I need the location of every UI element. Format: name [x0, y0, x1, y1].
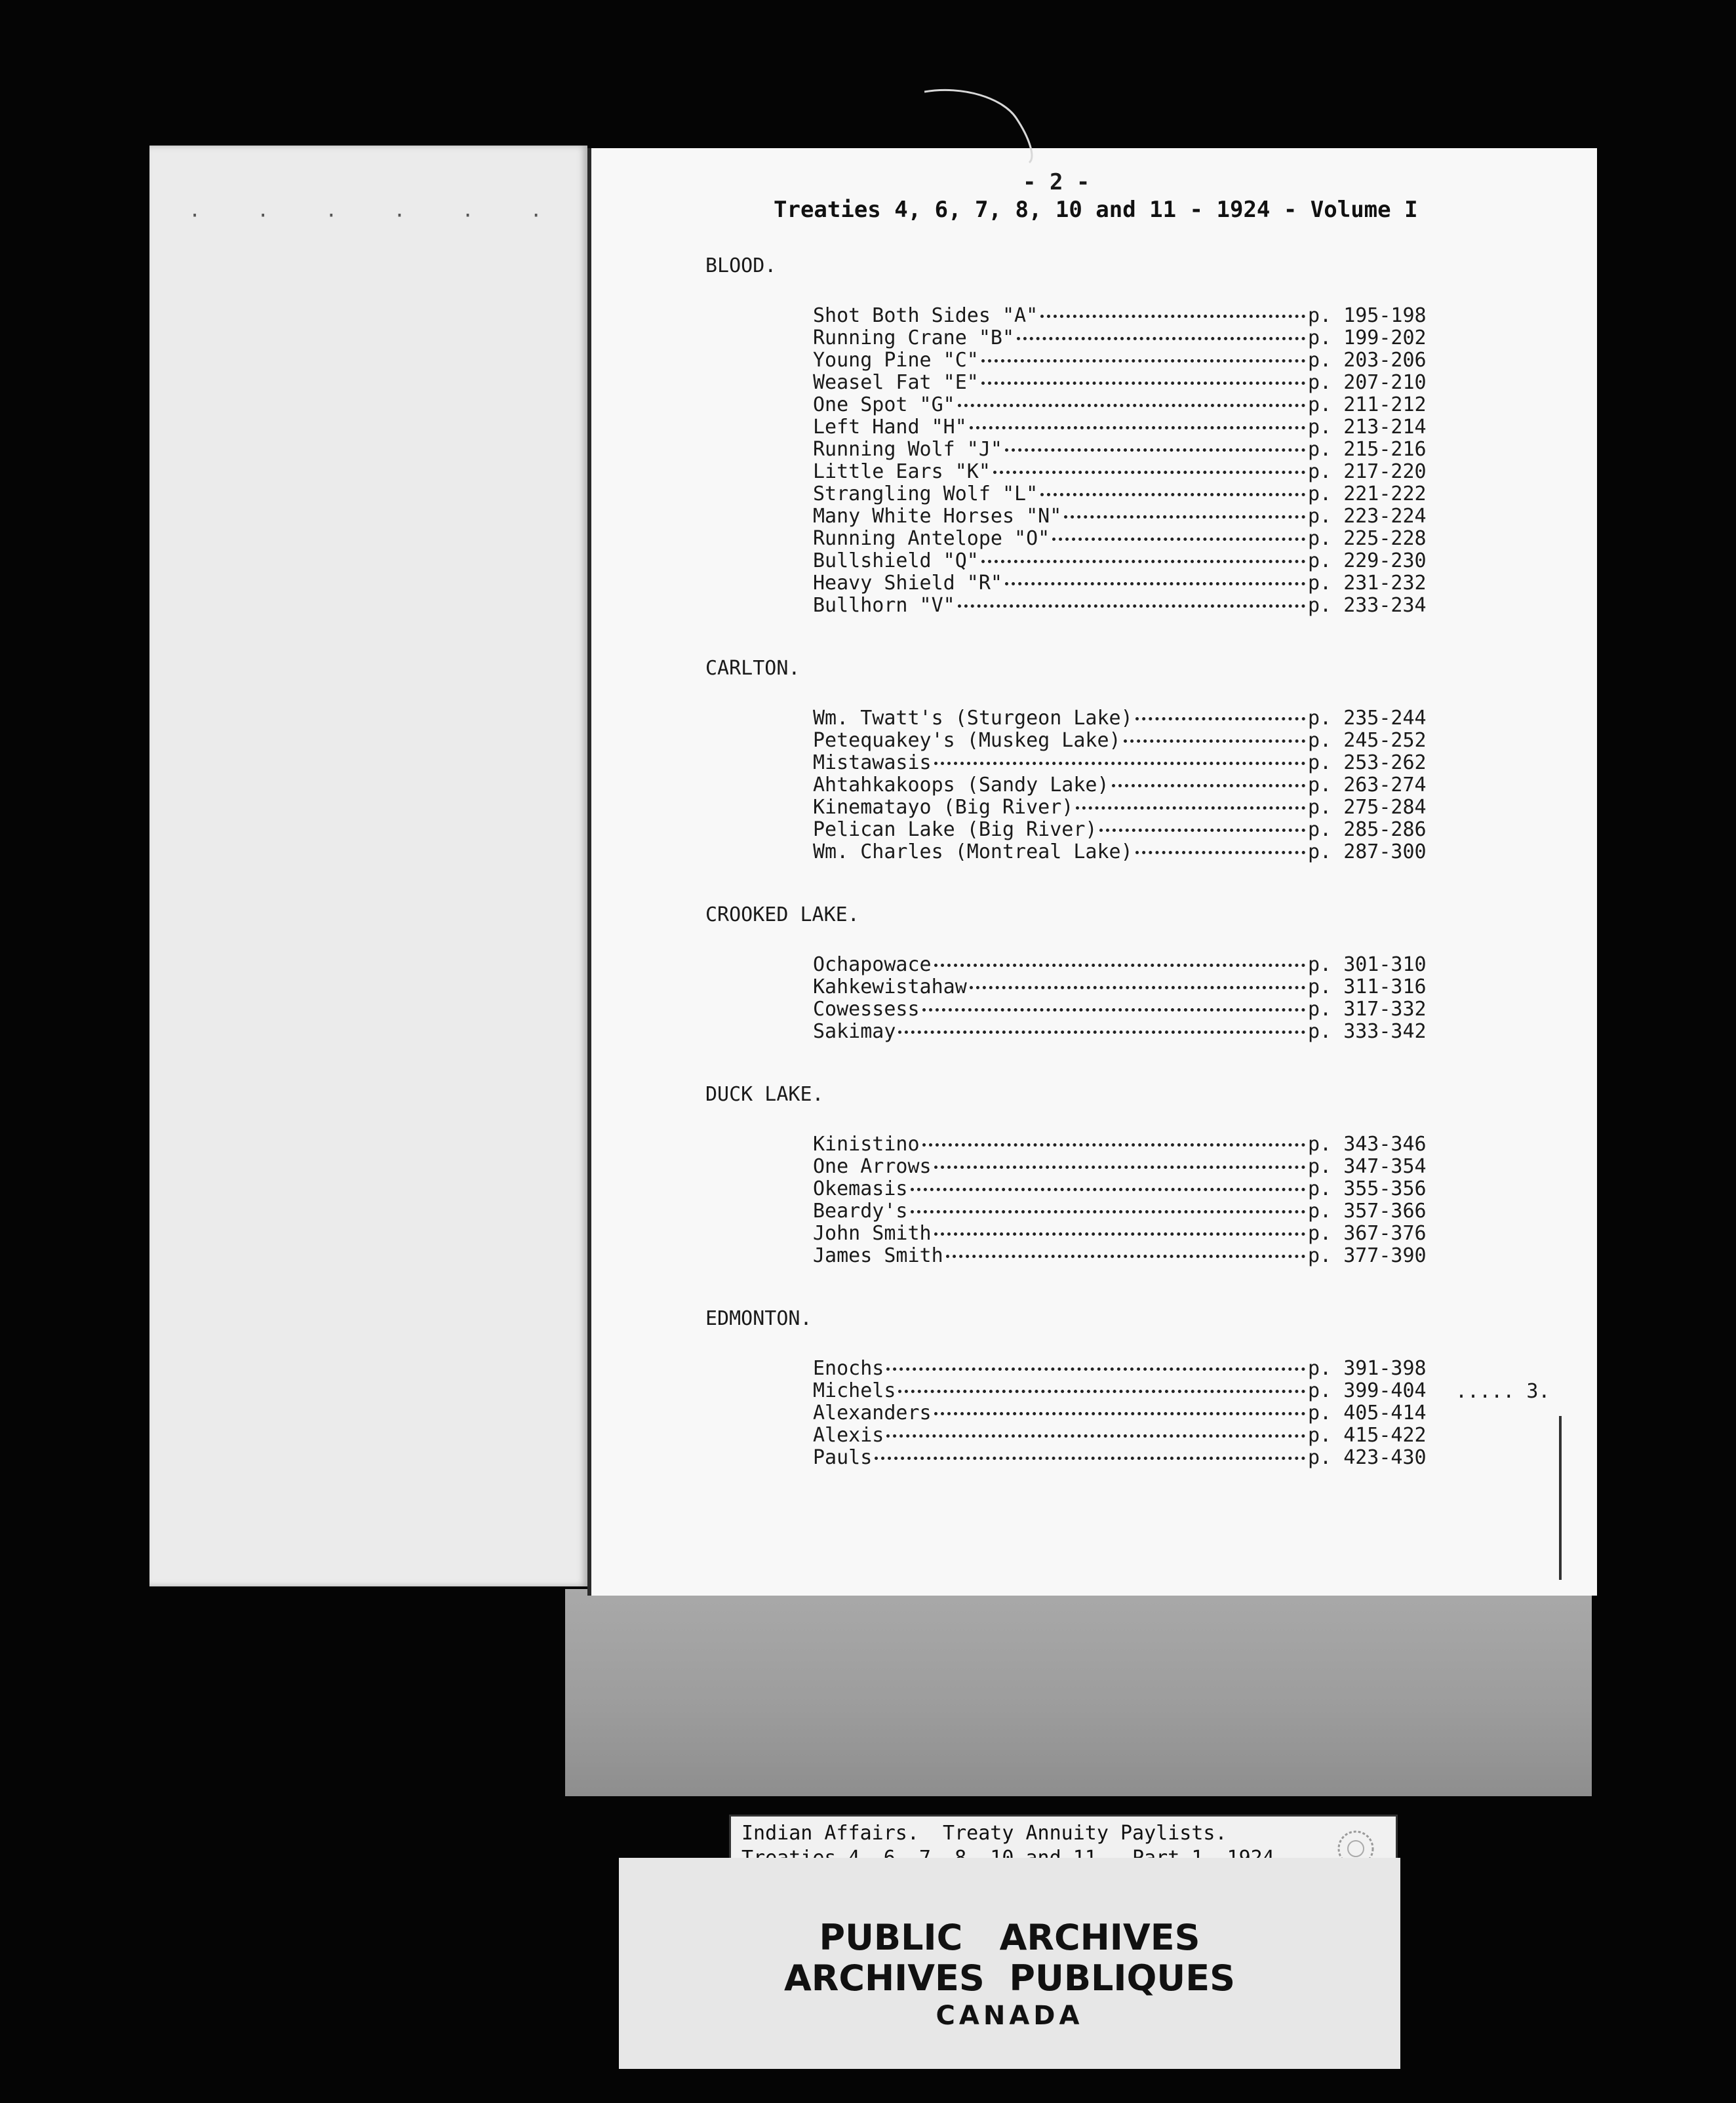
page-numbers: 367-376	[1343, 1222, 1427, 1245]
page-numbers: 275-284	[1343, 796, 1427, 819]
entry-name: Cowessess	[813, 998, 920, 1021]
entry-page-range	[1308, 796, 1426, 819]
dot-leader	[934, 1166, 1305, 1169]
hair-strand-mark	[924, 85, 1055, 164]
entry-name: Wm. Twatt's (Sturgeon Lake)	[813, 707, 1133, 730]
entry-name: One Spot "G"	[813, 393, 955, 416]
archives-stamp	[619, 1858, 1400, 2069]
entry-name: Kahkewistahaw	[813, 975, 967, 998]
index-entry	[813, 751, 1426, 774]
index-entry	[813, 1200, 1426, 1222]
entry-page-range	[1308, 1244, 1426, 1267]
dot-leader	[934, 1232, 1305, 1236]
index-entry	[813, 1133, 1426, 1155]
entry-page-range	[1308, 527, 1426, 550]
index-entry	[813, 1155, 1426, 1177]
index-entry	[813, 438, 1426, 460]
index-entry	[813, 1357, 1426, 1379]
dot-leader	[970, 986, 1305, 989]
page-numbers: 217-220	[1343, 460, 1427, 483]
page-numbers: 223-224	[1343, 505, 1427, 528]
page-prefix: p.	[1308, 482, 1332, 505]
page-numbers: 199-202	[1343, 326, 1427, 349]
page-prefix: p.	[1308, 594, 1332, 617]
page-prefix: p.	[1308, 1424, 1332, 1447]
section-heading: CROOKED LAKE.	[705, 903, 859, 926]
index-entry	[813, 796, 1426, 818]
dot-leader	[922, 1143, 1305, 1147]
page-numbers: 233-234	[1343, 594, 1427, 617]
page-prefix: p.	[1308, 1446, 1332, 1469]
entry-name: Heavy Shield "R"	[813, 572, 1002, 595]
entry-name: Enochs	[813, 1357, 884, 1380]
entry-name: Wm. Charles (Montreal Lake)	[813, 840, 1133, 863]
entry-name: Okemasis	[813, 1177, 908, 1200]
page-prefix: p.	[1308, 818, 1332, 841]
index-entry	[813, 1446, 1426, 1468]
page-prefix: p.	[1308, 1020, 1332, 1043]
index-entry	[813, 482, 1426, 505]
page-edge-marks	[1559, 1416, 1579, 1580]
page-numbers: 235-244	[1343, 707, 1427, 730]
page-prefix: p.	[1308, 460, 1332, 483]
page-prefix: p.	[1308, 527, 1332, 550]
dot-leader	[875, 1457, 1305, 1460]
index-entry	[813, 1379, 1426, 1402]
entry-name: Sakimay	[813, 1020, 896, 1043]
page-prefix: p.	[1308, 774, 1332, 796]
page-numbers: 343-346	[1343, 1133, 1427, 1156]
entry-page-range	[1308, 1402, 1426, 1425]
index-entry	[813, 572, 1426, 594]
dot-leader	[1135, 717, 1305, 720]
index-entry	[813, 549, 1426, 572]
page-prefix: p.	[1308, 975, 1332, 998]
index-entry	[813, 304, 1426, 326]
page-numbers: 415-422	[1343, 1424, 1427, 1447]
index-entry	[813, 729, 1426, 751]
entry-page-range	[1308, 751, 1426, 774]
entry-page-range	[1308, 549, 1426, 572]
entry-page-range	[1308, 1020, 1426, 1043]
left-sheet-specks: · · · · · ·	[189, 205, 564, 227]
index-entry	[813, 527, 1426, 549]
archives-stamp-line-2: ARCHIVES PUBLIQUES	[783, 1957, 1236, 1999]
page-numbers: 203-206	[1343, 349, 1427, 372]
entry-name: Strangling Wolf "L"	[813, 482, 1038, 505]
page-prefix: p.	[1308, 1177, 1332, 1200]
entry-name: Petequakey's (Muskeg Lake)	[813, 729, 1121, 752]
entry-page-range	[1308, 349, 1426, 372]
entry-page-range	[1308, 1155, 1426, 1178]
page-numbers: 357-366	[1343, 1200, 1427, 1223]
page-prefix: p.	[1308, 438, 1332, 461]
page-numbers: 285-286	[1343, 818, 1427, 841]
index-entry	[813, 953, 1426, 975]
dot-leader	[981, 382, 1305, 385]
dot-leader	[1040, 315, 1305, 318]
entry-page-range	[1308, 707, 1426, 730]
dot-leader	[1040, 493, 1305, 496]
entry-page-range	[1308, 460, 1426, 483]
entry-name: John Smith	[813, 1222, 932, 1245]
page-numbers: 311-316	[1343, 975, 1427, 998]
dot-leader	[898, 1390, 1305, 1393]
dot-leader	[934, 964, 1305, 967]
dot-leader	[898, 1031, 1305, 1034]
dot-leader	[946, 1255, 1305, 1258]
dot-leader	[981, 359, 1305, 363]
entry-page-range	[1308, 774, 1426, 796]
index-entry	[813, 998, 1426, 1020]
dot-leader	[886, 1367, 1305, 1371]
entry-name: Running Wolf "J"	[813, 438, 1002, 461]
dot-leader	[1052, 538, 1305, 541]
entry-name: Alexanders	[813, 1402, 932, 1425]
index-entry	[813, 505, 1426, 527]
entry-page-range	[1308, 975, 1426, 998]
page-prefix: p.	[1308, 1402, 1332, 1425]
page-prefix: p.	[1308, 707, 1332, 730]
page-numbers: 221-222	[1343, 482, 1427, 505]
grey-backing-strip	[565, 1589, 1592, 1796]
page-prefix: p.	[1308, 505, 1332, 528]
page-numbers: 317-332	[1343, 998, 1427, 1021]
section-heading: DUCK LAKE.	[705, 1083, 824, 1106]
entry-page-range	[1308, 1133, 1426, 1156]
index-entry	[813, 1222, 1426, 1244]
entry-name: Pelican Lake (Big River)	[813, 818, 1097, 841]
page-prefix: p.	[1308, 1222, 1332, 1245]
page-numbers: 347-354	[1343, 1155, 1427, 1178]
entry-name: Shot Both Sides "A"	[813, 304, 1038, 327]
page-numbers: 287-300	[1343, 840, 1427, 863]
dot-leader	[1064, 515, 1305, 519]
page-prefix: p.	[1308, 729, 1332, 752]
index-entry	[813, 707, 1426, 729]
page-prefix: p.	[1308, 572, 1332, 595]
index-entry	[813, 975, 1426, 998]
page-numbers: 333-342	[1343, 1020, 1427, 1043]
dot-leader	[922, 1008, 1305, 1012]
page-numbers: 215-216	[1343, 438, 1427, 461]
entry-name: Kinistino	[813, 1133, 920, 1156]
entry-name: One Arrows	[813, 1155, 932, 1178]
left-blank-sheet	[149, 146, 587, 1586]
entry-name: Kinematayo (Big River)	[813, 796, 1074, 819]
dot-leader	[1135, 851, 1305, 854]
entry-page-range	[1308, 1222, 1426, 1245]
entry-name: Pauls	[813, 1446, 873, 1469]
entry-page-range	[1308, 953, 1426, 976]
page-prefix: p.	[1308, 1379, 1332, 1402]
entry-page-range	[1308, 1446, 1426, 1469]
entry-name: James Smith	[813, 1244, 943, 1267]
page-numbers: 211-212	[1343, 393, 1427, 416]
page-prefix: p.	[1308, 796, 1332, 819]
page-numbers: 405-414	[1343, 1402, 1427, 1425]
dot-leader	[886, 1434, 1305, 1438]
page-numbers: 263-274	[1343, 774, 1427, 796]
entry-page-range	[1308, 572, 1426, 595]
dot-leader	[934, 1412, 1305, 1415]
index-entry	[813, 1424, 1426, 1446]
entry-page-range	[1308, 416, 1426, 439]
entry-name: Running Crane "B"	[813, 326, 1015, 349]
entry-name: Ahtahkakoops (Sandy Lake)	[813, 774, 1109, 796]
page-numbers: 391-398	[1343, 1357, 1427, 1380]
index-entry	[813, 1177, 1426, 1200]
entry-name: Mistawasis	[813, 751, 932, 774]
page-prefix: p.	[1308, 349, 1332, 372]
archives-stamp-line-3: CANADA	[936, 2001, 1084, 2031]
index-entry	[813, 818, 1426, 840]
page-prefix: p.	[1308, 549, 1332, 572]
dot-leader	[1124, 739, 1305, 743]
dot-leader	[958, 604, 1305, 608]
entry-page-range	[1308, 505, 1426, 528]
page-numbers: 253-262	[1343, 751, 1427, 774]
page-prefix: p.	[1308, 1357, 1332, 1380]
index-entry	[813, 460, 1426, 482]
index-entry	[813, 393, 1426, 416]
entry-name: Young Pine "C"	[813, 349, 979, 372]
page-prefix: p.	[1308, 1133, 1332, 1156]
entry-page-range	[1308, 840, 1426, 863]
page-prefix: p.	[1308, 998, 1332, 1021]
entry-page-range	[1308, 393, 1426, 416]
entry-page-range	[1308, 482, 1426, 505]
page-numbers: 245-252	[1343, 729, 1427, 752]
index-entry	[813, 416, 1426, 438]
section-heading: BLOOD.	[705, 254, 777, 277]
index-entry	[813, 1402, 1426, 1424]
entry-name: Running Antelope "O"	[813, 527, 1050, 550]
document-title: Treaties 4, 6, 7, 8, 10 and 11 - 1924 - Volume I	[774, 197, 1418, 223]
page-numbers: 207-210	[1343, 371, 1427, 394]
section-heading: EDMONTON.	[705, 1307, 812, 1330]
dot-leader	[1017, 337, 1305, 340]
page-prefix: p.	[1308, 840, 1332, 863]
entry-page-range	[1308, 1200, 1426, 1223]
continued-marker: ..... 3.	[1455, 1380, 1550, 1403]
dot-leader	[1112, 784, 1305, 787]
page-numbers: 377-390	[1343, 1244, 1427, 1267]
entry-page-range	[1308, 1357, 1426, 1380]
entry-page-range	[1308, 304, 1426, 327]
page-numbers: 301-310	[1343, 953, 1427, 976]
page-numbers: 355-356	[1343, 1177, 1427, 1200]
entry-name: Bullshield "Q"	[813, 549, 979, 572]
entry-page-range	[1308, 818, 1426, 841]
page-prefix: p.	[1308, 1155, 1332, 1178]
index-entry	[813, 371, 1426, 393]
reference-line-1: Indian Affairs. Treaty Annuity Paylists.	[741, 1822, 1227, 1845]
entry-name: Weasel Fat "E"	[813, 371, 979, 394]
entry-name: Michels	[813, 1379, 896, 1402]
page-numbers: 399-404	[1343, 1379, 1427, 1402]
page-number: - 2 -	[1023, 169, 1090, 195]
page-prefix: p.	[1308, 953, 1332, 976]
entry-page-range	[1308, 998, 1426, 1021]
entry-page-range	[1308, 371, 1426, 394]
entry-page-range	[1308, 1424, 1426, 1447]
dot-leader	[911, 1210, 1306, 1213]
page-prefix: p.	[1308, 1244, 1332, 1267]
dot-leader	[981, 560, 1305, 563]
page-prefix: p.	[1308, 1200, 1332, 1223]
dot-leader	[993, 471, 1305, 474]
page-numbers: 231-232	[1343, 572, 1427, 595]
dot-leader	[1005, 582, 1305, 585]
dot-leader	[1005, 448, 1305, 452]
dot-leader	[1099, 829, 1305, 832]
archives-stamp-line-1: PUBLIC ARCHIVES	[819, 1917, 1200, 1958]
page-numbers: 195-198	[1343, 304, 1427, 327]
entry-name: Beardy's	[813, 1200, 908, 1223]
page-prefix: p.	[1308, 751, 1332, 774]
entry-page-range	[1308, 1379, 1426, 1402]
entry-page-range	[1308, 326, 1426, 349]
entry-name: Ochapowace	[813, 953, 932, 976]
index-entry	[813, 840, 1426, 863]
index-entry	[813, 1020, 1426, 1042]
entry-page-range	[1308, 729, 1426, 752]
index-entry	[813, 594, 1426, 616]
page-numbers: 213-214	[1343, 416, 1427, 439]
entry-page-range	[1308, 438, 1426, 461]
entry-page-range	[1308, 1177, 1426, 1200]
entry-name: Bullhorn "V"	[813, 594, 955, 617]
page-prefix: p.	[1308, 304, 1332, 327]
entry-name: Many White Horses "N"	[813, 505, 1062, 528]
index-entry	[813, 774, 1426, 796]
entry-name: Alexis	[813, 1424, 884, 1447]
index-entry	[813, 326, 1426, 349]
entry-name: Little Ears "K"	[813, 460, 991, 483]
entry-name: Left Hand "H"	[813, 416, 967, 439]
section-heading: CARLTON.	[705, 657, 800, 680]
page-prefix: p.	[1308, 416, 1332, 439]
dot-leader	[970, 426, 1305, 429]
dot-leader	[1076, 806, 1305, 810]
dot-leader	[911, 1188, 1306, 1191]
page-prefix: p.	[1308, 371, 1332, 394]
dot-leader	[934, 762, 1305, 765]
page-prefix: p.	[1308, 393, 1332, 416]
dot-leader	[958, 404, 1305, 407]
page-prefix: p.	[1308, 326, 1332, 349]
entry-page-range	[1308, 594, 1426, 617]
index-entry	[813, 1244, 1426, 1267]
page-numbers: 225-228	[1343, 527, 1427, 550]
index-entry	[813, 349, 1426, 371]
page-numbers: 229-230	[1343, 549, 1427, 572]
page-numbers: 423-430	[1343, 1446, 1427, 1469]
